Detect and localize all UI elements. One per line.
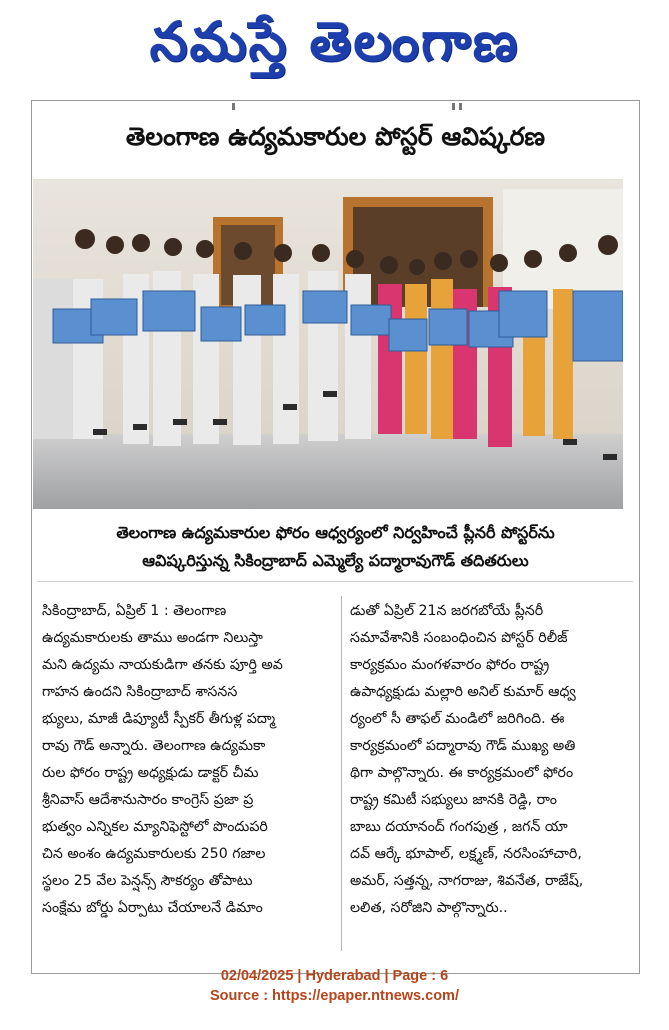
source-link[interactable]: Source : https://epaper.ntnews.com/	[210, 988, 459, 1004]
body-line: మని ఉద్యమ నాయకుడిగా తనకు పూర్తి అవ	[42, 657, 283, 673]
body-line: చిన అంశం ఉద్యమకారులకు 250 గజాల	[42, 846, 266, 862]
body-line: భ్యులు, మాజీ డిప్యూటీ స్పీకర్ తీగుళ్ల పద్మా	[42, 711, 276, 727]
article-headline: తెలంగాణ ఉద్యమకారుల పోస్టర్ ఆవిష్కరణ	[125, 122, 546, 151]
body-line: రాష్ట్ర కమిటీ సభ్యులు జానకి రెడ్డి, రాం	[350, 792, 557, 808]
news-clipping	[31, 100, 640, 974]
body-line: రుల ఫోరం రాష్ట్ర అధ్యక్షుడు డాక్టర్ చీమ	[42, 765, 259, 781]
body-line: కార్యక్రమంలో పద్మారావు గౌడ్ ముఖ్య అతి	[350, 738, 576, 754]
body-line: భుత్వం ఎన్నికల మ్యానిఫెస్టోలో పొందుపరి	[42, 819, 268, 835]
body-line: ఉద్యమకారులకు తాము అండగా నిలుస్తా	[42, 630, 263, 646]
article-column-right	[350, 598, 632, 922]
body-line: బాబు దయానంద్ గంగపుత్ర , జగన్ యా	[350, 819, 568, 835]
body-line: లలిత, సరోజిని పాల్గొన్నారు..	[350, 900, 508, 916]
photo-caption	[32, 519, 639, 581]
caption-line: ఆవిష్కరిస్తున్న సికింద్రాబాద్ ఎమ్మెల్యే పద్మారావుగౌడ్ తదితరులు	[142, 551, 529, 570]
clipping-edge	[32, 101, 639, 115]
body-line: స్థలం 25 వేల పెన్షన్స్ సౌకర్యం తోపాటు	[42, 873, 253, 889]
article-column-left	[42, 598, 334, 922]
page-footer	[0, 966, 669, 1006]
body-line: రావు గౌడ్ అన్నారు. తెలంగాణ ఉద్యమకా	[42, 738, 266, 754]
body-line: డుతో ఏప్రిల్ 21న జరగబోయే ప్లీనరీ	[350, 603, 544, 619]
body-line: సమావేశానికి సంబంధించిన పోస్టర్ రిలీజ్	[350, 630, 568, 646]
news-photo	[33, 179, 623, 509]
body-line: సికింద్రాబాద్, ఏప్రిల్ 1 : తెలంగాణ	[42, 603, 227, 619]
body-line: సంక్షేమ బోర్డు ఏర్పాటు చేయాలనే డిమాం	[42, 900, 263, 916]
body-line: థిగా పాల్గొన్నారు. ఈ కార్యక్రమంలో ఫోరం	[350, 765, 574, 781]
masthead	[0, 0, 669, 96]
body-line: గాహన ఉందని సికింద్రాబాద్ శాసనస	[42, 684, 238, 700]
body-line: అమర్, సత్తన్న, నాగరాజు, శివనేత, రాజేష్,	[350, 873, 584, 889]
body-line: ర్యంలో సీ తాఫల్ మండిలో జరిగింది. ఈ	[350, 711, 565, 727]
edition-info: 02/04/2025 | Hyderabad | Page : 6	[220, 968, 449, 984]
body-line: ఉపాధ్యక్షుడు మల్లారి అనిల్ కుమార్ ఆధ్వ	[350, 684, 576, 700]
caption-line: తెలంగాణ ఉద్యమకారుల ఫోరం ఆధ్వర్యంలో నిర్వహించే ప్లీనరీ పోస్టర్‌ను	[116, 523, 555, 542]
column-divider	[341, 596, 342, 951]
divider	[38, 581, 633, 582]
body-line: దవ్ ఆర్కే భూపాల్, లక్ష్మణ్, నరసింహాచారి,	[350, 846, 582, 862]
newspaper-title: నమస్తే తెలంగాణ	[149, 9, 520, 73]
body-line: శ్రీనివాస్ ఆదేశానుసారం కాంగ్రెస్ ప్రజా ప్ర	[42, 792, 254, 808]
body-line: కార్యక్రమం మంగళవారం ఫోరం రాష్ట్ర	[350, 657, 550, 673]
